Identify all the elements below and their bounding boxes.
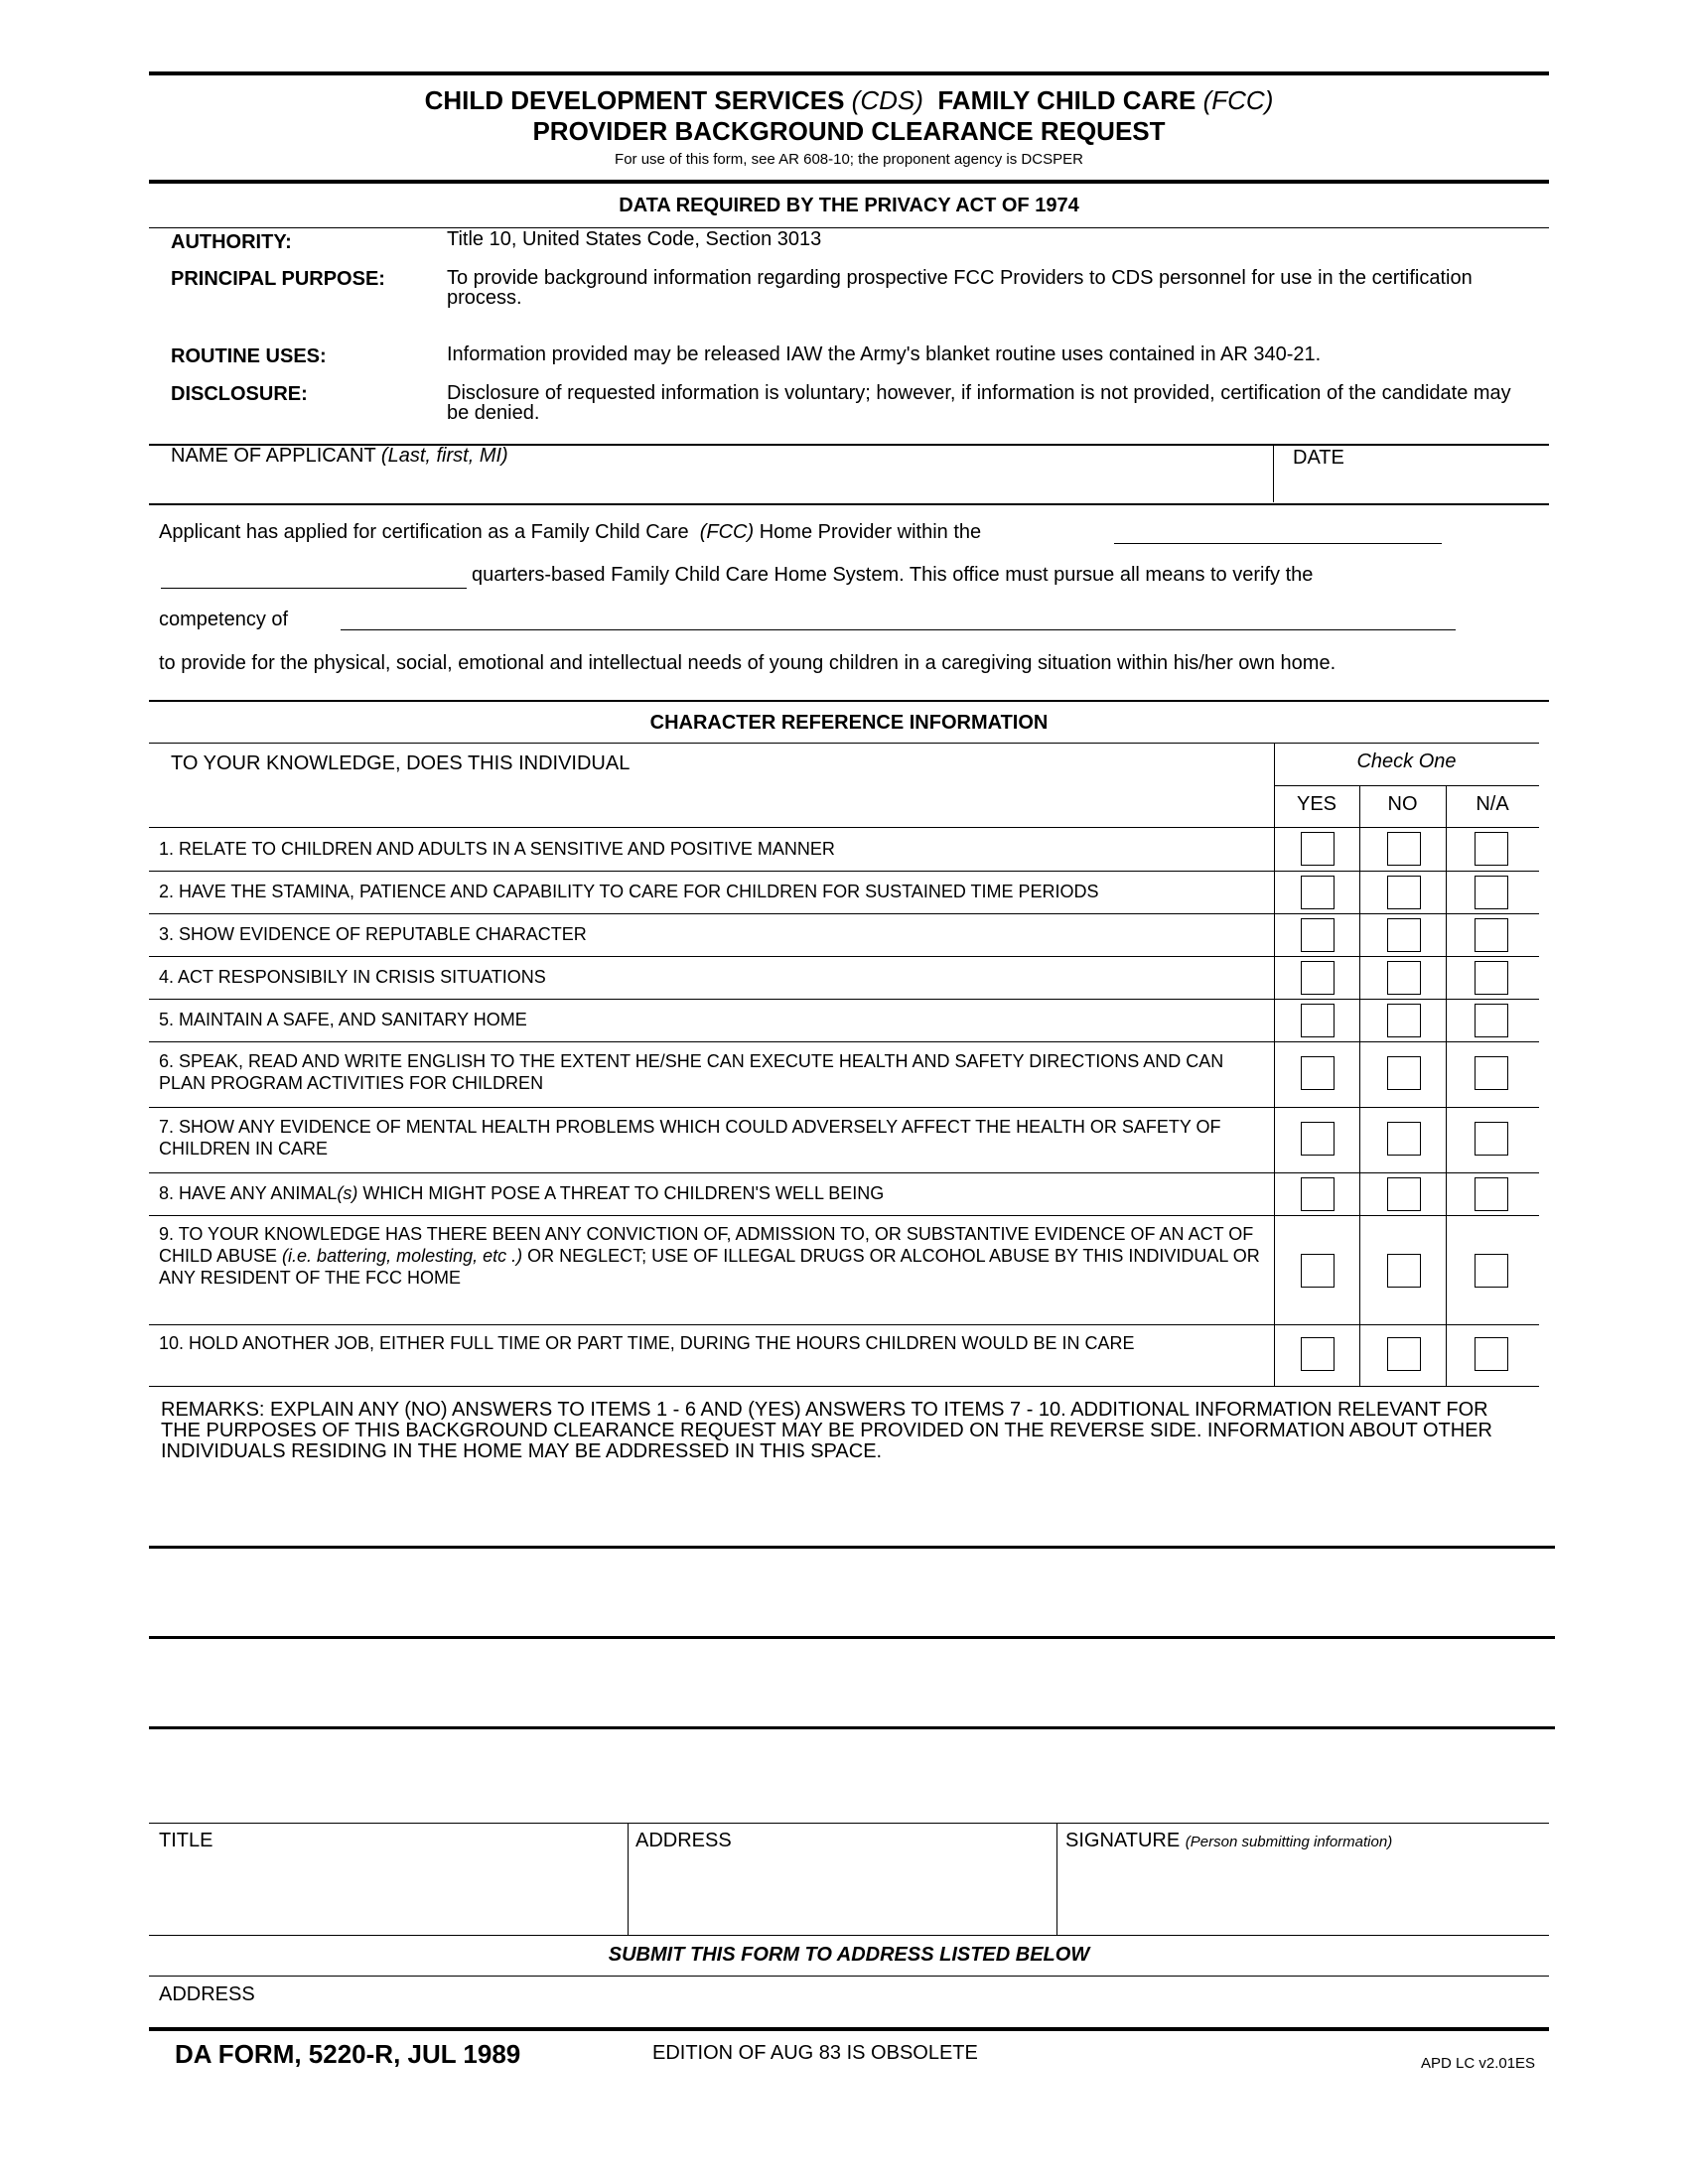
privacy-rule	[149, 227, 1549, 228]
competency-underline	[341, 629, 1456, 630]
footer-rule	[149, 2027, 1549, 2031]
q4-na-checkbox[interactable]	[1475, 961, 1508, 995]
disclosure-text: Disclosure of requested information is voluntary; however, if information is not provided, certification of the candidate may be denied.	[447, 382, 1511, 424]
q2-no-checkbox[interactable]	[1387, 876, 1421, 909]
form-title-line1: CHILD DEVELOPMENT SERVICES (CDS) FAMILY CHILD CARE (FCC)	[424, 85, 1274, 115]
privacy-heading: DATA REQUIRED BY THE PRIVACY ACT OF 1974	[619, 195, 1079, 216]
q10-yes-checkbox[interactable]	[1301, 1337, 1335, 1371]
q6-no-checkbox[interactable]	[1387, 1056, 1421, 1090]
q8-yes-checkbox[interactable]	[1301, 1177, 1335, 1211]
q4-yes-checkbox[interactable]	[1301, 961, 1335, 995]
installation-input[interactable]	[1114, 518, 1442, 544]
row-rule	[149, 1324, 1539, 1325]
applicant-divider	[1273, 445, 1274, 502]
statement-line2: quarters-based Family Child Care Home System. This office must pursue all means to verify the	[472, 564, 1314, 586]
question-5: 5. MAINTAIN A SAFE, AND SANITARY HOME	[159, 1010, 527, 1029]
signature-top-rule	[149, 1823, 1549, 1824]
signature-bottom-rule	[149, 1935, 1549, 1936]
version-label: APD LC v2.01ES	[1421, 2055, 1536, 2072]
remarks-line-1	[149, 1546, 1555, 1549]
q9-na-checkbox[interactable]	[1475, 1254, 1508, 1288]
q6-yes-checkbox[interactable]	[1301, 1056, 1335, 1090]
q2-yes-checkbox[interactable]	[1301, 876, 1335, 909]
q1-na-checkbox[interactable]	[1475, 832, 1508, 866]
statement-line4: to provide for the physical, social, emotional and intellectual needs of young children in a caregiving situation within his/her own home.	[159, 652, 1336, 674]
col-no-label: NO	[1387, 793, 1418, 815]
q4-no-checkbox[interactable]	[1387, 961, 1421, 995]
signature-divider-2	[1056, 1823, 1057, 1935]
form-subtitle: For use of this form, see AR 608-10; the proponent agency is DCSPER	[615, 151, 1083, 168]
purpose-label: PRINCIPAL PURPOSE:	[171, 268, 385, 290]
form-identifier: DA FORM, 5220-R, JUL 1989	[175, 2039, 521, 2069]
grid-divider-no	[1446, 785, 1447, 1386]
q7-no-checkbox[interactable]	[1387, 1122, 1421, 1156]
check-one-label: Check One	[1356, 751, 1457, 772]
title-label: TITLE	[159, 1830, 213, 1851]
installation-underline	[1114, 543, 1442, 544]
signature-divider-1	[628, 1823, 629, 1935]
q5-na-checkbox[interactable]	[1475, 1004, 1508, 1037]
edition-note: EDITION OF AUG 83 IS OBSOLETE	[652, 2042, 978, 2064]
character-heading-rule	[149, 743, 1539, 744]
grid-divider-question	[1274, 743, 1275, 1386]
address-input[interactable]	[633, 1854, 1051, 1930]
row-rule	[149, 1386, 1539, 1387]
question-8: 8. HAVE ANY ANIMAL(s) WHICH MIGHT POSE A THREAT TO CHILDREN'S WELL BEING	[159, 1183, 885, 1203]
top-rule	[149, 71, 1549, 75]
q8-no-checkbox[interactable]	[1387, 1177, 1421, 1211]
row-rule	[149, 1172, 1539, 1173]
statement-line1: Applicant has applied for certification as a Family Child Care (FCC) Home Provider within the	[159, 521, 982, 543]
submit-instruction: SUBMIT THIS FORM TO ADDRESS LISTED BELOW	[608, 1944, 1090, 1966]
row-rule	[149, 999, 1539, 1000]
question-4: 4. ACT RESPONSIBILY IN CRISIS SITUATIONS	[159, 967, 546, 987]
remarks-input[interactable]	[149, 1467, 1549, 1715]
q7-yes-checkbox[interactable]	[1301, 1122, 1335, 1156]
header-rule	[149, 180, 1549, 184]
authority-text: Title 10, United States Code, Section 3013	[447, 228, 822, 250]
question-6: 6. SPEAK, READ AND WRITE ENGLISH TO THE EXTENT HE/SHE CAN EXECUTE HEALTH AND SAFETY DIRECTIONS AND CAN PLAN PROGRAM ACTIVITIES FOR CHILDREN	[159, 1051, 1224, 1093]
row-rule	[149, 1107, 1539, 1108]
col-na-label: N/A	[1476, 793, 1509, 815]
character-heading: CHARACTER REFERENCE INFORMATION	[649, 712, 1049, 734]
authority-label: AUTHORITY:	[171, 231, 292, 253]
applicant-name-label: NAME OF APPLICANT (Last, first, MI)	[171, 445, 508, 467]
purpose-text: To provide background information regarding prospective FCC Providers to CDS personnel for use in the certification process.	[447, 267, 1473, 309]
date-label: DATE	[1293, 447, 1344, 469]
competency-input[interactable]	[341, 604, 1456, 629]
header-bottom-rule	[149, 827, 1539, 828]
q10-na-checkbox[interactable]	[1475, 1337, 1508, 1371]
q3-na-checkbox[interactable]	[1475, 918, 1508, 952]
question-header: TO YOUR KNOWLEDGE, DOES THIS INDIVIDUAL	[171, 752, 631, 774]
q1-no-checkbox[interactable]	[1387, 832, 1421, 866]
quarters-input[interactable]	[161, 562, 467, 588]
row-rule	[149, 1041, 1539, 1042]
question-1: 1. RELATE TO CHILDREN AND ADULTS IN A SENSITIVE AND POSITIVE MANNER	[159, 839, 835, 859]
q5-no-checkbox[interactable]	[1387, 1004, 1421, 1037]
statement-line3: competency of	[159, 609, 289, 630]
remarks-line-3	[149, 1726, 1555, 1729]
signature-label: SIGNATURE (Person submitting information)	[1065, 1830, 1393, 1851]
submit-address-input[interactable]	[288, 1979, 1539, 2019]
question-10: 10. HOLD ANOTHER JOB, EITHER FULL TIME OR PART TIME, DURING THE HOURS CHILDREN WOULD BE IN CARE	[159, 1333, 1135, 1353]
question-3: 3. SHOW EVIDENCE OF REPUTABLE CHARACTER	[159, 924, 587, 944]
applicant-bottom-rule	[149, 503, 1549, 505]
remarks-instructions: REMARKS: EXPLAIN ANY (NO) ANSWERS TO ITEMS 1 - 6 AND (YES) ANSWERS TO ITEMS 7 - 10. ADDITIONAL INFORMATION RELEVANT FOR THE PURPOSES OF THIS BACKGROUND CLEARANCE REQUEST MAY BE PROVIDED ON THE REVERSE SIDE. INFORMATION ABOUT OTHER INDIVIDUALS RESIDING IN THE HOME MAY BE ADDRESSED IN THIS SPACE.	[161, 1399, 1492, 1462]
disclosure-label: DISCLOSURE:	[171, 383, 308, 405]
q1-yes-checkbox[interactable]	[1301, 832, 1335, 866]
question-2: 2. HAVE THE STAMINA, PATIENCE AND CAPABILITY TO CARE FOR CHILDREN FOR SUSTAINED TIME PERIODS	[159, 882, 1099, 901]
submit-rule	[149, 1976, 1549, 1977]
q9-no-checkbox[interactable]	[1387, 1254, 1421, 1288]
remarks-line-2	[149, 1636, 1555, 1639]
q8-na-checkbox[interactable]	[1475, 1177, 1508, 1211]
row-rule	[149, 871, 1539, 872]
row-rule	[149, 956, 1539, 957]
applicant-name-input[interactable]	[171, 471, 1263, 500]
date-input[interactable]	[1291, 471, 1539, 500]
character-top-rule	[149, 700, 1549, 702]
col-yes-label: YES	[1296, 793, 1337, 815]
grid-divider-yes	[1359, 785, 1360, 1386]
address-label: ADDRESS	[635, 1830, 732, 1851]
check-one-rule	[1274, 785, 1539, 786]
title-input[interactable]	[154, 1854, 621, 1930]
routine-uses-text: Information provided may be released IAW the Army's blanket routine uses contained in AR 340-21.	[447, 343, 1322, 365]
q3-yes-checkbox[interactable]	[1301, 918, 1335, 952]
question-9: 9. TO YOUR KNOWLEDGE HAS THERE BEEN ANY CONVICTION OF, ADMISSION TO, OR SUBSTANTIVE EVIDENCE OF AN ACT OF CHILD ABUSE (i.e. battering, molesting, etc .) OR NEGLECT; USE OF ILLEGAL DRUGS OR ALCOHOL ABUSE BY THIS INDIVIDUAL OR ANY RESIDENT OF THE FCC HOME	[159, 1224, 1260, 1288]
signature-input[interactable]	[1062, 1854, 1544, 1930]
q9-yes-checkbox[interactable]	[1301, 1254, 1335, 1288]
q10-no-checkbox[interactable]	[1387, 1337, 1421, 1371]
q2-na-checkbox[interactable]	[1475, 876, 1508, 909]
routine-uses-label: ROUTINE USES:	[171, 345, 327, 367]
q5-yes-checkbox[interactable]	[1301, 1004, 1335, 1037]
row-rule	[149, 913, 1539, 914]
form-title-line2: PROVIDER BACKGROUND CLEARANCE REQUEST	[532, 116, 1166, 146]
q3-no-checkbox[interactable]	[1387, 918, 1421, 952]
q7-na-checkbox[interactable]	[1475, 1122, 1508, 1156]
question-7: 7. SHOW ANY EVIDENCE OF MENTAL HEALTH PROBLEMS WHICH COULD ADVERSELY AFFECT THE HEALTH OR SAFETY OF CHILDREN IN CARE	[159, 1117, 1221, 1159]
quarters-underline	[161, 588, 467, 589]
q6-na-checkbox[interactable]	[1475, 1056, 1508, 1090]
submit-address-label: ADDRESS	[159, 1983, 255, 2005]
row-rule	[149, 1215, 1539, 1216]
